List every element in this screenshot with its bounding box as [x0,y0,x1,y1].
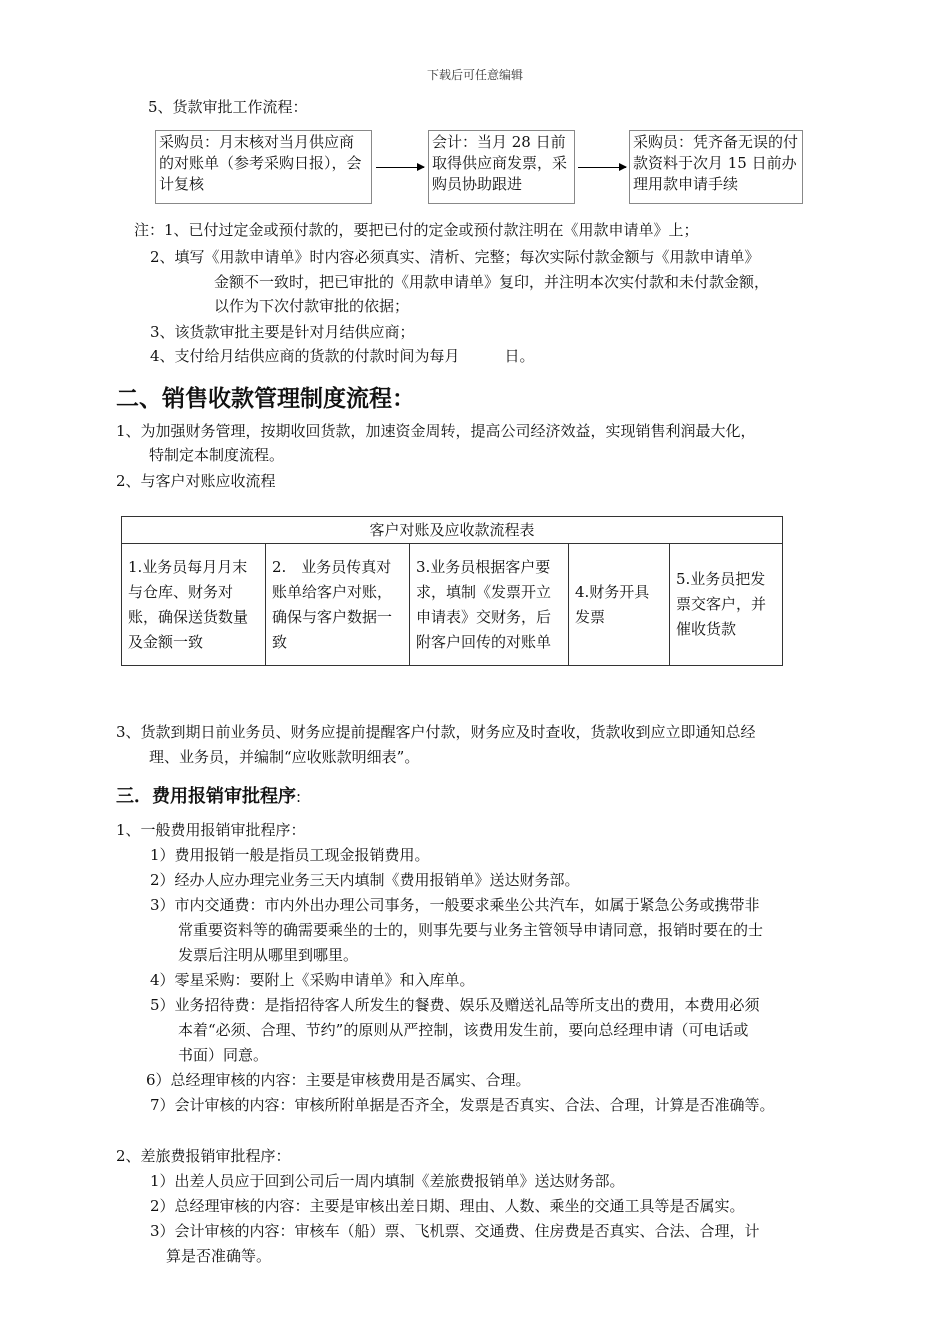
paragraph: 3、货款到期日前业务员、财务应提前提醒客户付款，财务应及时查收，货款收到应立即通知总经 [116,723,756,741]
section-title-sales: 二、销售收款管理制度流程： [116,386,415,412]
page-header: 下载后可任意编辑 [426,68,523,82]
table-cell: 1.业务员每月月末与仓库、财务对账，确保送货数量及金额一致 [122,544,266,666]
list-item: 2）总经理审核的内容：主要是审核出差日期、理由、人数、乘坐的交通工具等是否属实。 [150,1197,745,1215]
flow-box-purchaser-reconcile: 采购员：月末核对当月供应商的对账单（参考采购日报），会计复核 [155,130,372,204]
table-cell: 4.财务开具发票 [569,544,670,666]
paragraph: 1、为加强财务管理，按期收回货款，加速资金周转，提高公司经济效益，实现销售利润最大化， [116,422,756,440]
list-item: 3）会计审核的内容：审核车（船）票、飞机票、交通费、住房费是否真实、合法、合理，计 [150,1222,760,1240]
list-item: 常重要资料等的确需要乘坐的士的，则事先要与业务主管领导申请同意，报销时要在的士 [178,921,764,939]
list-item: 1）出差人员应于回到公司后一周内填制《差旅费报销单》送达财务部。 [150,1172,625,1190]
paragraph: 1、一般费用报销审批程序： [116,821,306,839]
table-cell: 2. 业务员传真对账单给客户对账，确保与客户数据一致 [266,544,410,666]
list-item: 4）零星采购：要附上《采购申请单》和入库单。 [150,971,475,989]
note-line: 以作为下次付款审批的依据； [214,297,410,315]
section-title-expense [116,782,301,808]
section-heading: 5、货款审批工作流程： [148,98,308,116]
section-title-text: 三．费用报销审批程序 [116,786,296,807]
list-item: 7）会计审核的内容：审核所附单据是否齐全，发票是否真实、合法、合理，计算是否准确等。 [150,1096,775,1114]
table-cell: 5.业务员把发票交客户，并催收货款 [670,544,783,666]
table-cell: 3.业务员根据客户要求，填制《发票开立申请表》交财务，后附客户回传的对账单 [410,544,569,666]
note-line: 4、支付给月结供应商的货款的付款时间为每月 日。 [150,347,535,365]
paragraph: 2、与客户对账应收流程 [116,472,276,490]
flow-box-purchaser-payment: 采购员：凭齐备无误的付款资料于次月 15 日前办理用款申请手续 [629,130,803,204]
list-item: 5）业务招待费：是指招待客人所发生的餐费、娱乐及赠送礼品等所支出的费用，本费用必须 [150,996,760,1014]
list-item: 算是否准确等。 [166,1247,272,1265]
flow-box-accountant-invoice: 会计：当月 28 日前取得供应商发票，采购员协助跟进 [428,130,575,204]
arrow-right-icon [578,167,626,168]
section-title-colon: : [296,788,302,806]
receivable-flow-table [121,516,783,666]
list-item: 发票后注明从哪里到哪里。 [178,946,359,964]
list-item: 6）总经理审核的内容：主要是审核费用是否属实、合理。 [146,1071,531,1089]
paragraph: 理、业务员，并编制“应收账款明细表”。 [149,748,420,766]
note-line: 3、该货款审批主要是针对月结供应商； [150,323,415,341]
paragraph: 特制定本制度流程。 [149,446,285,464]
list-item: 本着“必须、合理、节约”的原则从严控制，该费用发生前，要向总经理申请（可电话或 [178,1021,749,1039]
note-line: 2、填写《用款申请单》时内容必须真实、清析、完整；每次实际付款金额与《用款申请单》 [150,248,760,266]
arrow-right-icon [376,167,424,168]
note-line: 注：1、已付过定金或预付款的，要把已付的定金或预付款注明在《用款申请单》上； [134,221,699,239]
list-item: 书面）同意。 [178,1046,269,1064]
list-item: 3）市内交通费：市内外出办理公司事务，一般要求乘坐公共汽车，如属于紧急公务或携带非 [150,896,760,914]
table-title: 客户对账及应收款流程表 [122,517,783,544]
list-item: 2）经办人应办理完业务三天内填制《费用报销单》送达财务部。 [150,871,580,889]
note-line: 金额不一致时，把已审批的《用款申请单》复印，并注明本次实付款和未付款金额， [214,273,770,291]
list-item: 1）费用报销一般是指员工现金报销费用。 [150,846,430,864]
paragraph: 2、差旅费报销审批程序： [116,1147,291,1165]
